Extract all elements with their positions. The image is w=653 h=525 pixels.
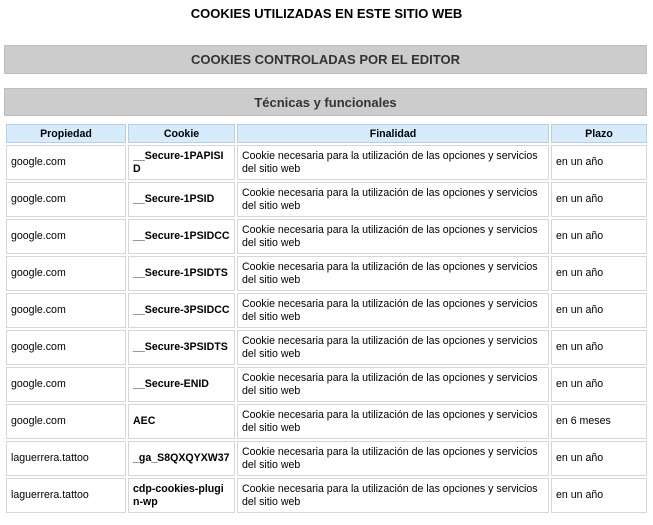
table-row <box>6 182 647 217</box>
cell-purpose: Cookie necesaria para la utilización de las opciones y servicios del sitio web <box>237 367 549 402</box>
table-row <box>6 404 647 439</box>
table-row <box>6 145 647 180</box>
cell-cookie: __Secure-ENID <box>128 367 235 402</box>
header-plazo: Plazo <box>551 124 647 143</box>
table-row <box>6 330 647 365</box>
cell-term: en un año <box>551 478 647 513</box>
cell-term: en 6 meses <box>551 404 647 439</box>
cell-purpose: Cookie necesaria para la utilización de las opciones y servicios del sitio web <box>237 330 549 365</box>
cell-term: en un año <box>551 293 647 328</box>
cell-purpose: Cookie necesaria para la utilización de las opciones y servicios del sitio web <box>237 478 549 513</box>
cell-purpose: Cookie necesaria para la utilización de las opciones y servicios del sitio web <box>237 404 549 439</box>
header-propiedad: Propiedad <box>6 124 126 143</box>
cell-purpose: Cookie necesaria para la utilización de las opciones y servicios del sitio web <box>237 182 549 217</box>
cell-cookie: __Secure-1PSIDCC <box>128 219 235 254</box>
cell-cookie: AEC <box>128 404 235 439</box>
cell-term: en un año <box>551 256 647 291</box>
table-row <box>6 293 647 328</box>
cell-cookie: cdp-cookies-plugin-wp <box>128 478 235 513</box>
cell-cookie: __Secure-1PSIDTS <box>128 256 235 291</box>
cell-term: en un año <box>551 182 647 217</box>
cell-property: google.com <box>6 182 126 217</box>
cell-property: google.com <box>6 404 126 439</box>
cell-cookie: _ga_S8QXQYXW37 <box>128 441 235 476</box>
header-finalidad: Finalidad <box>237 124 549 143</box>
cell-term: en un año <box>551 219 647 254</box>
cell-purpose: Cookie necesaria para la utilización de las opciones y servicios del sitio web <box>237 256 549 291</box>
cell-property: google.com <box>6 367 126 402</box>
cell-term: en un año <box>551 330 647 365</box>
cell-term: en un año <box>551 145 647 180</box>
cell-cookie: __Secure-1PSID <box>128 182 235 217</box>
cell-purpose: Cookie necesaria para la utilización de las opciones y servicios del sitio web <box>237 145 549 180</box>
cell-purpose: Cookie necesaria para la utilización de las opciones y servicios del sitio web <box>237 219 549 254</box>
table-row <box>6 478 647 513</box>
table-header-row <box>6 124 647 143</box>
table-row <box>6 441 647 476</box>
table-row <box>6 256 647 291</box>
cell-cookie: __Secure-3PSIDCC <box>128 293 235 328</box>
section-header: COOKIES CONTROLADAS POR EL EDITOR <box>4 45 647 74</box>
cell-property: google.com <box>6 330 126 365</box>
table-row <box>6 219 647 254</box>
cell-cookie: __Secure-3PSIDTS <box>128 330 235 365</box>
cell-cookie: __Secure-1PAPISID <box>128 145 235 180</box>
cell-term: en un año <box>551 441 647 476</box>
table-row <box>6 367 647 402</box>
cell-property: google.com <box>6 145 126 180</box>
cell-property: google.com <box>6 293 126 328</box>
cell-purpose: Cookie necesaria para la utilización de las opciones y servicios del sitio web <box>237 293 549 328</box>
cell-property: google.com <box>6 219 126 254</box>
cell-property: google.com <box>6 256 126 291</box>
header-cookie: Cookie <box>128 124 235 143</box>
cookies-table <box>4 122 649 515</box>
page-title: COOKIES UTILIZADAS EN ESTE SITIO WEB <box>190 6 463 21</box>
cell-purpose: Cookie necesaria para la utilización de las opciones y servicios del sitio web <box>237 441 549 476</box>
cell-property: laguerrera.tattoo <box>6 478 126 513</box>
cell-property: laguerrera.tattoo <box>6 441 126 476</box>
cell-term: en un año <box>551 367 647 402</box>
subsection-header: Técnicas y funcionales <box>4 88 647 116</box>
